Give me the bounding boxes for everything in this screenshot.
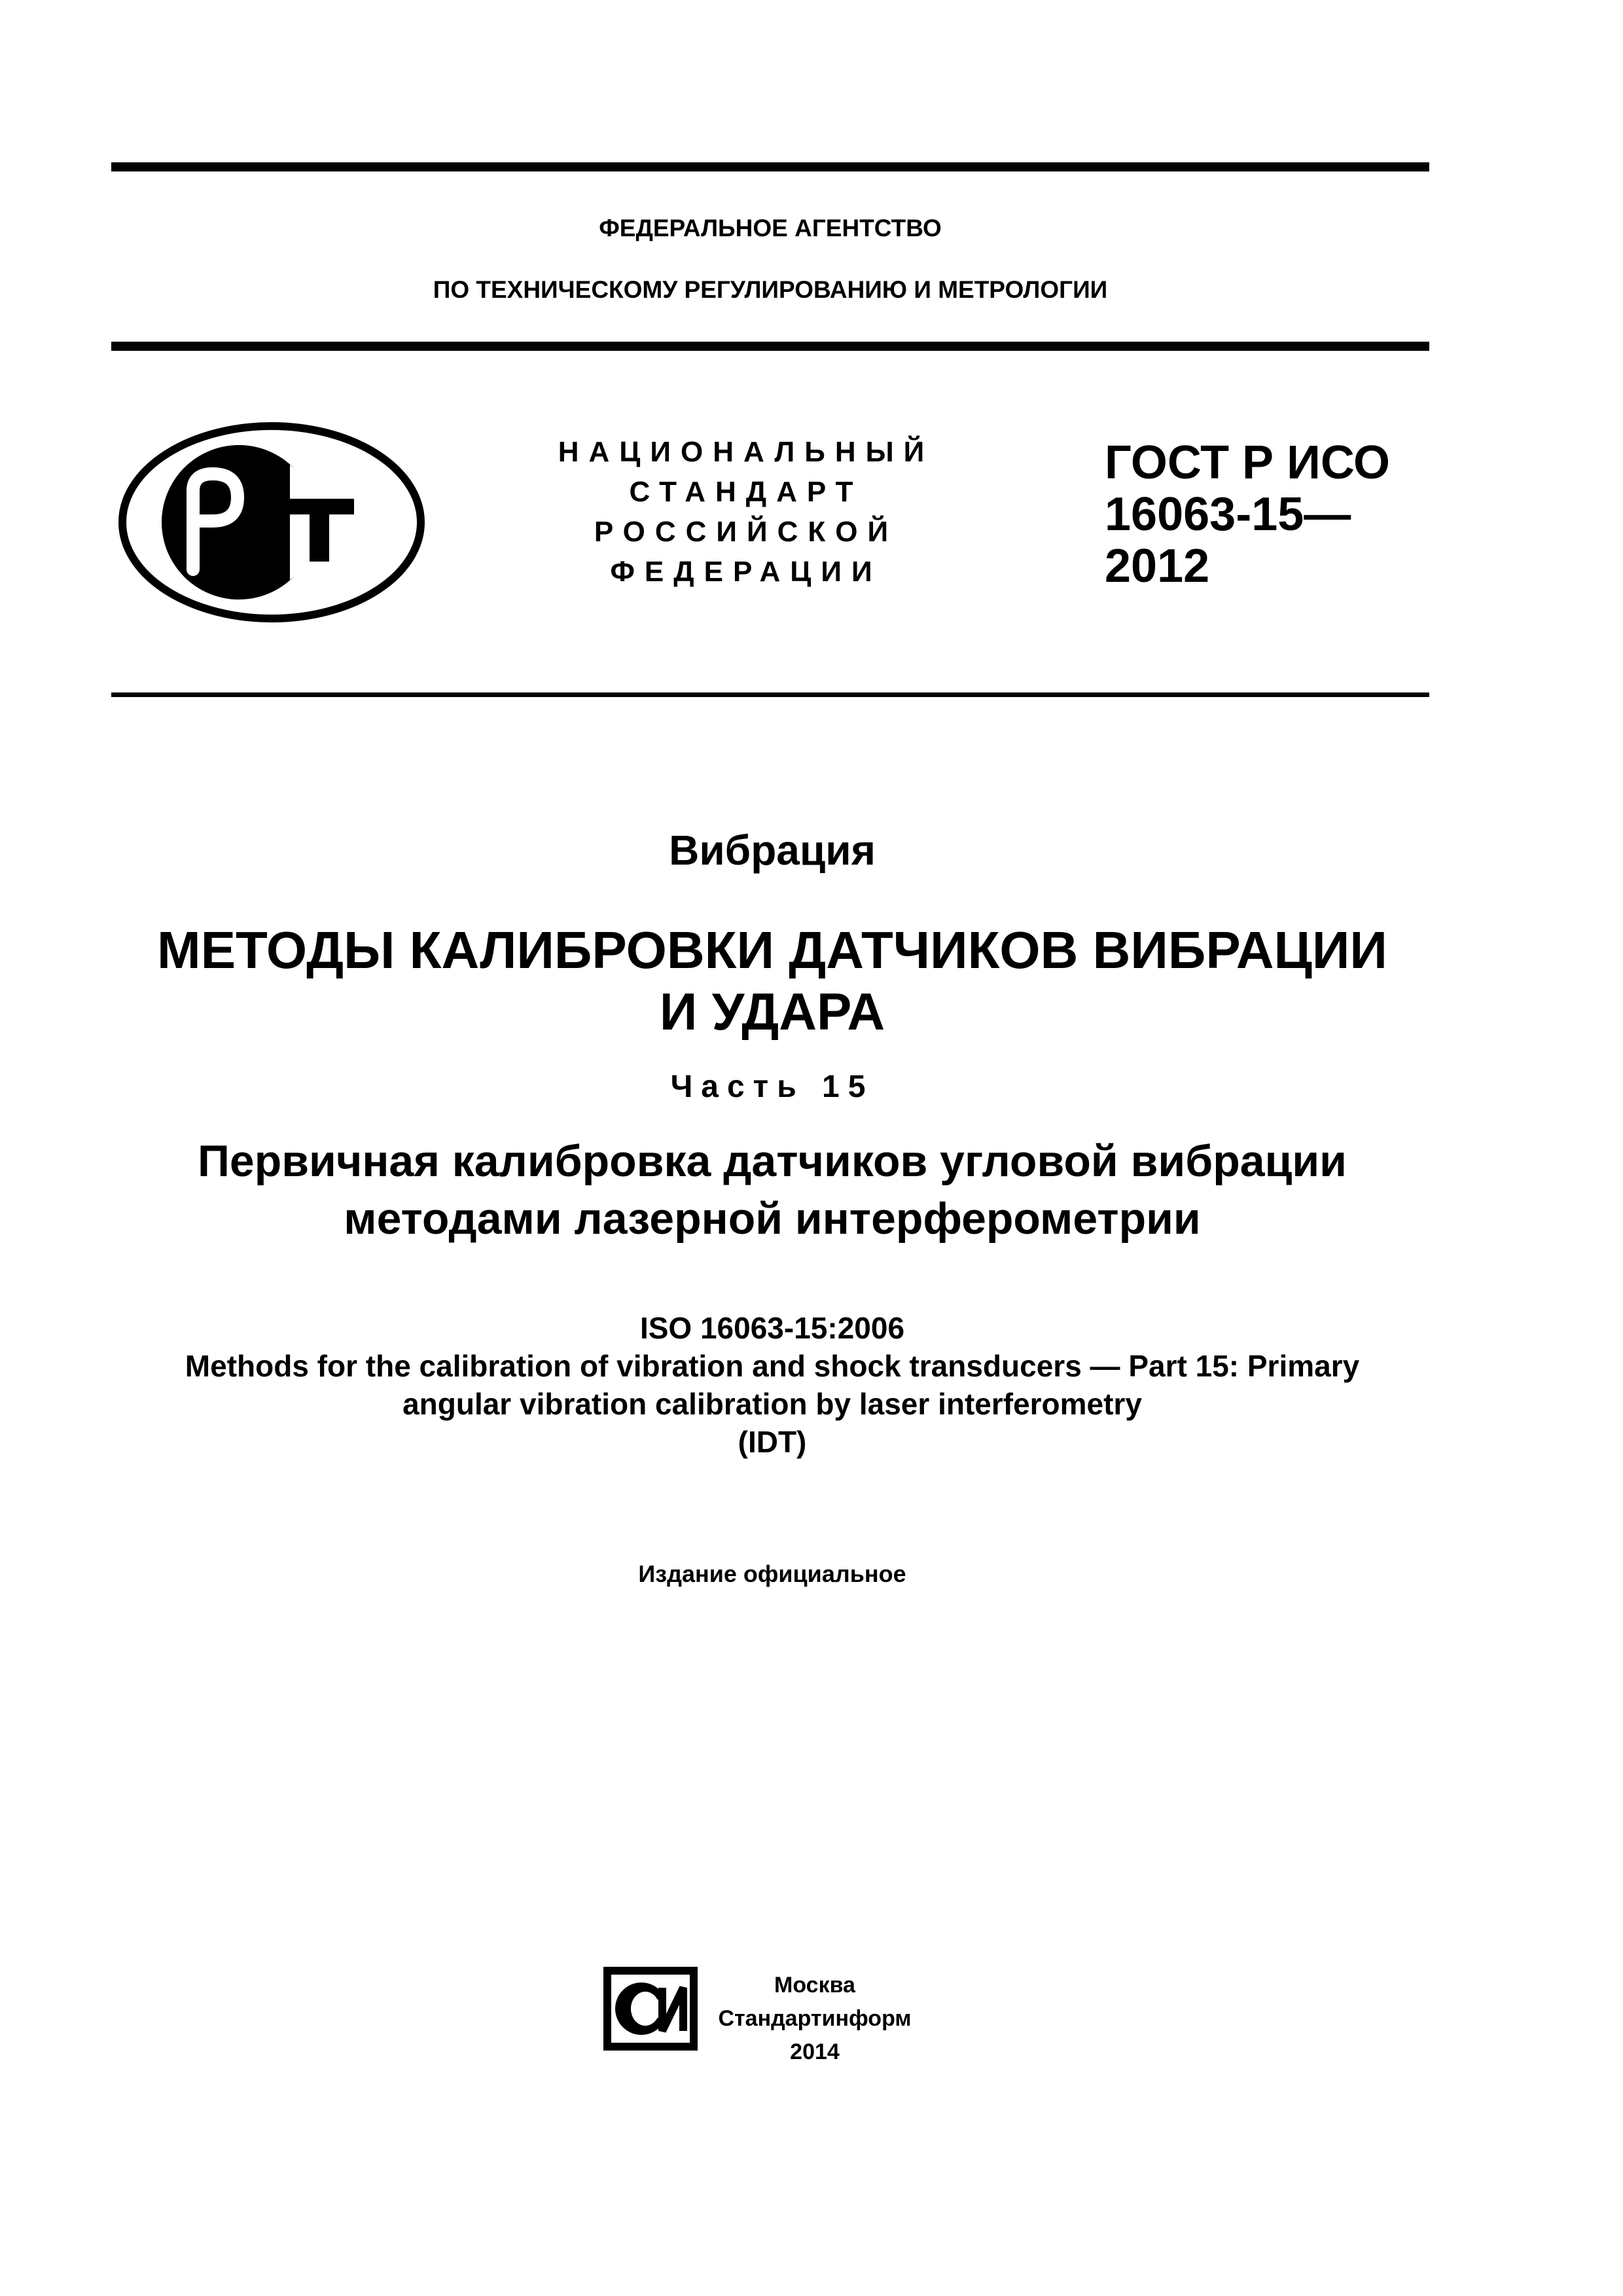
rst-logo-icon — [115, 418, 429, 627]
designation-line-3: 2012 — [1105, 540, 1210, 592]
national-standard-label — [517, 432, 975, 592]
main-title-line-2: И УДАРА — [659, 982, 885, 1041]
standard-designation — [1105, 437, 1390, 592]
publisher-block — [717, 1969, 913, 2069]
national-line-3: РОССИЙСКОЙ — [594, 516, 899, 548]
publisher-name: Стандартинформ — [718, 2006, 912, 2031]
iso-title-line-2: angular vibration calibration by laser interferometry — [402, 1387, 1142, 1421]
designation-line-1: ГОСТ Р ИСО — [1105, 437, 1391, 489]
publisher-city: Москва — [774, 1973, 855, 1998]
agency-line-1: ФЕДЕРАЛЬНОЕ АГЕНТСТВО — [599, 215, 942, 242]
designation-line-2: 16063-15— — [1105, 488, 1351, 541]
top-rule — [111, 162, 1429, 171]
part-number: Часть 15 — [670, 1069, 874, 1104]
iso-equivalence: (IDT) — [738, 1425, 807, 1459]
agency-line-2: ПО ТЕХНИЧЕСКОМУ РЕГУЛИРОВАНИЮ И МЕТРОЛОГИИ — [433, 276, 1108, 303]
national-line-2: СТАНДАРТ — [629, 476, 863, 508]
part-title — [79, 1132, 1466, 1247]
iso-number: ISO 16063-15:2006 — [639, 1311, 905, 1345]
standartinform-logo-icon — [602, 1965, 699, 2052]
edition-label: Издание официальное — [638, 1560, 906, 1587]
iso-reference — [79, 1309, 1466, 1461]
national-line-4: ФЕДЕРАЦИИ — [610, 556, 882, 588]
part-title-line-1: Первичная калибровка датчиков угловой вибрации — [198, 1136, 1347, 1186]
publisher-year: 2014 — [790, 2039, 840, 2064]
national-line-1: НАЦИОНАЛЬНЫЙ — [558, 436, 935, 468]
middle-rule — [111, 342, 1429, 351]
iso-title-line-1: Methods for the calibration of vibration and shock transducers — Part 15: Primary — [185, 1349, 1360, 1383]
subject-heading: Вибрация — [669, 827, 876, 874]
main-title-line-1: МЕТОДЫ КАЛИБРОВКИ ДАТЧИКОВ ВИБРАЦИИ — [157, 921, 1387, 979]
part-title-line-2: методами лазерной интерферометрии — [344, 1194, 1201, 1244]
lower-rule — [111, 692, 1429, 697]
main-title — [79, 920, 1466, 1043]
